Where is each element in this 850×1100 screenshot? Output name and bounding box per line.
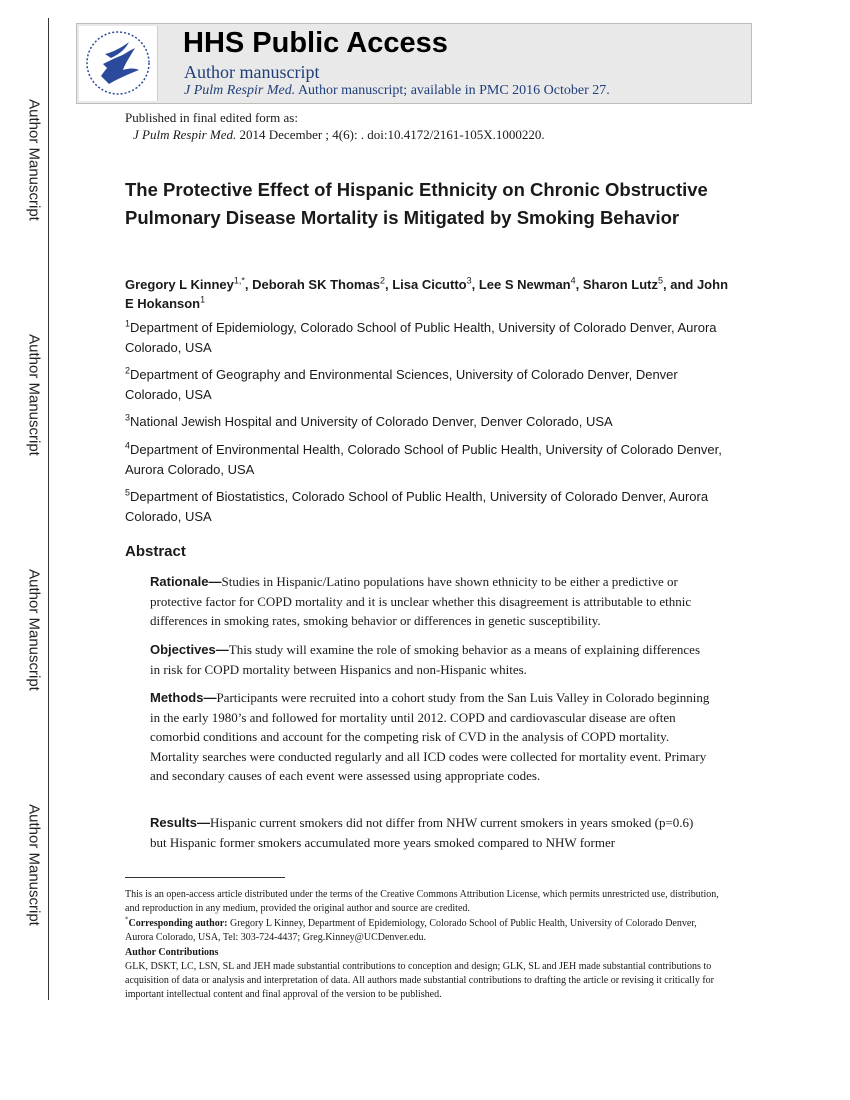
section-label: Rationale— bbox=[150, 574, 222, 589]
affiliation: $^1$Department of Epidemiology, Colorado School of Public Health, University of Colorado Denver, Aurora Colorado, USA bbox=[125, 318, 717, 355]
footnote-contrib-heading: Author Contributions bbox=[125, 947, 219, 958]
author-sup: 1 bbox=[200, 294, 206, 305]
banner-title: HHS Public Access bbox=[183, 27, 448, 59]
author-sup: 3 bbox=[466, 275, 472, 286]
author-name: Lisa Cicutto bbox=[392, 277, 467, 292]
hhs-banner bbox=[76, 23, 752, 104]
author-sup: 2 bbox=[379, 275, 385, 286]
section-label: Objectives— bbox=[150, 642, 229, 657]
author-name: Gregory L Kinney bbox=[125, 277, 234, 292]
author-sup: 5 bbox=[657, 275, 663, 286]
author-name: Sharon Lutz bbox=[582, 277, 658, 292]
abstract-objectives: Objectives—This study will examine the role of smoking behavior as a means of explaining differences in risk for COPD mortality between Hispanics and non-Hispanic whites. bbox=[150, 642, 701, 677]
published-journal: J Pulm Respir Med. bbox=[133, 127, 237, 142]
published-details: 2014 December ; 4(6): . doi:10.4172/2161-105X.1000220. bbox=[239, 127, 545, 142]
banner-subtitle: Author manuscript bbox=[184, 62, 320, 82]
banner-availability: Author manuscript; available in PMC 2016 October 27. bbox=[297, 83, 610, 98]
author-list: Gregory L Kinney$^{1,*}$, Deborah SK Thomas$^2$, Lisa Cicutto$^3$, Lee S Newman$^4$, Sharon Lutz$^5$, and John E Hokanson$^1$ bbox=[125, 275, 729, 311]
author-name: Deborah SK Thomas bbox=[252, 277, 380, 292]
author-name: John E Hokanson bbox=[125, 277, 729, 311]
footnote-rule bbox=[125, 877, 285, 878]
abstract-rationale: Rationale—Studies in Hispanic/Latino populations have shown ethnicity to be either a predictive or protective factor for COPD mortality and it is unclear whether this disagreement is attributable to ethnic differences in smoking rates, smoking behavior or differences in genetic susceptibility. bbox=[150, 574, 692, 628]
hhs-eagle-logo-icon bbox=[79, 26, 158, 101]
affiliation: $^4$Department of Environmental Health, Colorado School of Public Health, University of Colorado Denver, Aurora Colorado, USA bbox=[125, 440, 722, 477]
footnote-license: This is an open-access article distributed under the terms of the Creative Commons Attribution License, which permits unrestricted use, distribution, and reproduction in any medium, provided the original author and source are credited. bbox=[125, 889, 719, 914]
published-label: Published in final edited form as: bbox=[125, 110, 298, 125]
section-label: Results— bbox=[150, 815, 210, 830]
affiliation: $^2$Department of Geography and Environmental Sciences, University of Colorado Denver, Denver Colorado, USA bbox=[125, 365, 678, 402]
margin-rule bbox=[48, 18, 49, 1000]
abstract-methods: Methods—Participants were recruited into a cohort study from the San Luis Valley in Colorado beginning in the early 1980’s and followed for mortality until 2012. COPD and cardiovascular disease are often comorbid conditions and account for the competing risk of CVD in the analysis of COPD mortality. Mortality searches were conducted regularly and all ICD codes were collected for mortality event. Primary and secondary causes of each event were assessed using appropriate codes. bbox=[150, 690, 710, 783]
affiliation: $^3$National Jewish Hospital and University of Colorado Denver, Denver Colorado, USA bbox=[125, 412, 613, 429]
abstract-results: Results—Hispanic current smokers did not differ from NHW current smokers in years smoked (p=0.6) but Hispanic former smokers accumulated more years smoked compared to NHW former bbox=[150, 815, 694, 850]
author-sup: 4 bbox=[570, 275, 576, 286]
section-label: Methods— bbox=[150, 690, 217, 705]
abstract-heading: Abstract bbox=[125, 543, 186, 560]
article-title: The Protective Effect of Hispanic Ethnicity on Chronic Obstructive Pulmonary Disease Mortality is Mitigated by Smoking Behavior bbox=[125, 179, 708, 228]
footnote-contributions: GLK, DSKT, LC, LSN, SL and JEH made substantial contributions to conception and design; GLK, SL and JEH made substantial contributions to acquisition of data or analysis and interpretation of data. All authors made substantial contributions to drafting the article or revising it critically for important intellectual content and final approval of the version to be published. bbox=[125, 961, 715, 1000]
banner-citation bbox=[184, 83, 610, 99]
affiliation: $^5$Department of Biostatistics, Colorado School of Public Health, University of Colorado Denver, Aurora Colorado, USA bbox=[125, 487, 709, 524]
author-name: Lee S Newman bbox=[478, 277, 571, 292]
banner-journal: J Pulm Respir Med. bbox=[184, 83, 296, 98]
footnote-corresponding: *Corresponding author: Gregory L Kinney, Department of Epidemiology, Colorado School of Public Health, University of Colorado Denver, Aurora Colorado, USA, Tel: 303-724-4437; Greg.Kinney@UCDenver.edu. bbox=[125, 915, 697, 943]
published-citation bbox=[133, 127, 545, 143]
author-sup: 1,* bbox=[233, 275, 245, 286]
